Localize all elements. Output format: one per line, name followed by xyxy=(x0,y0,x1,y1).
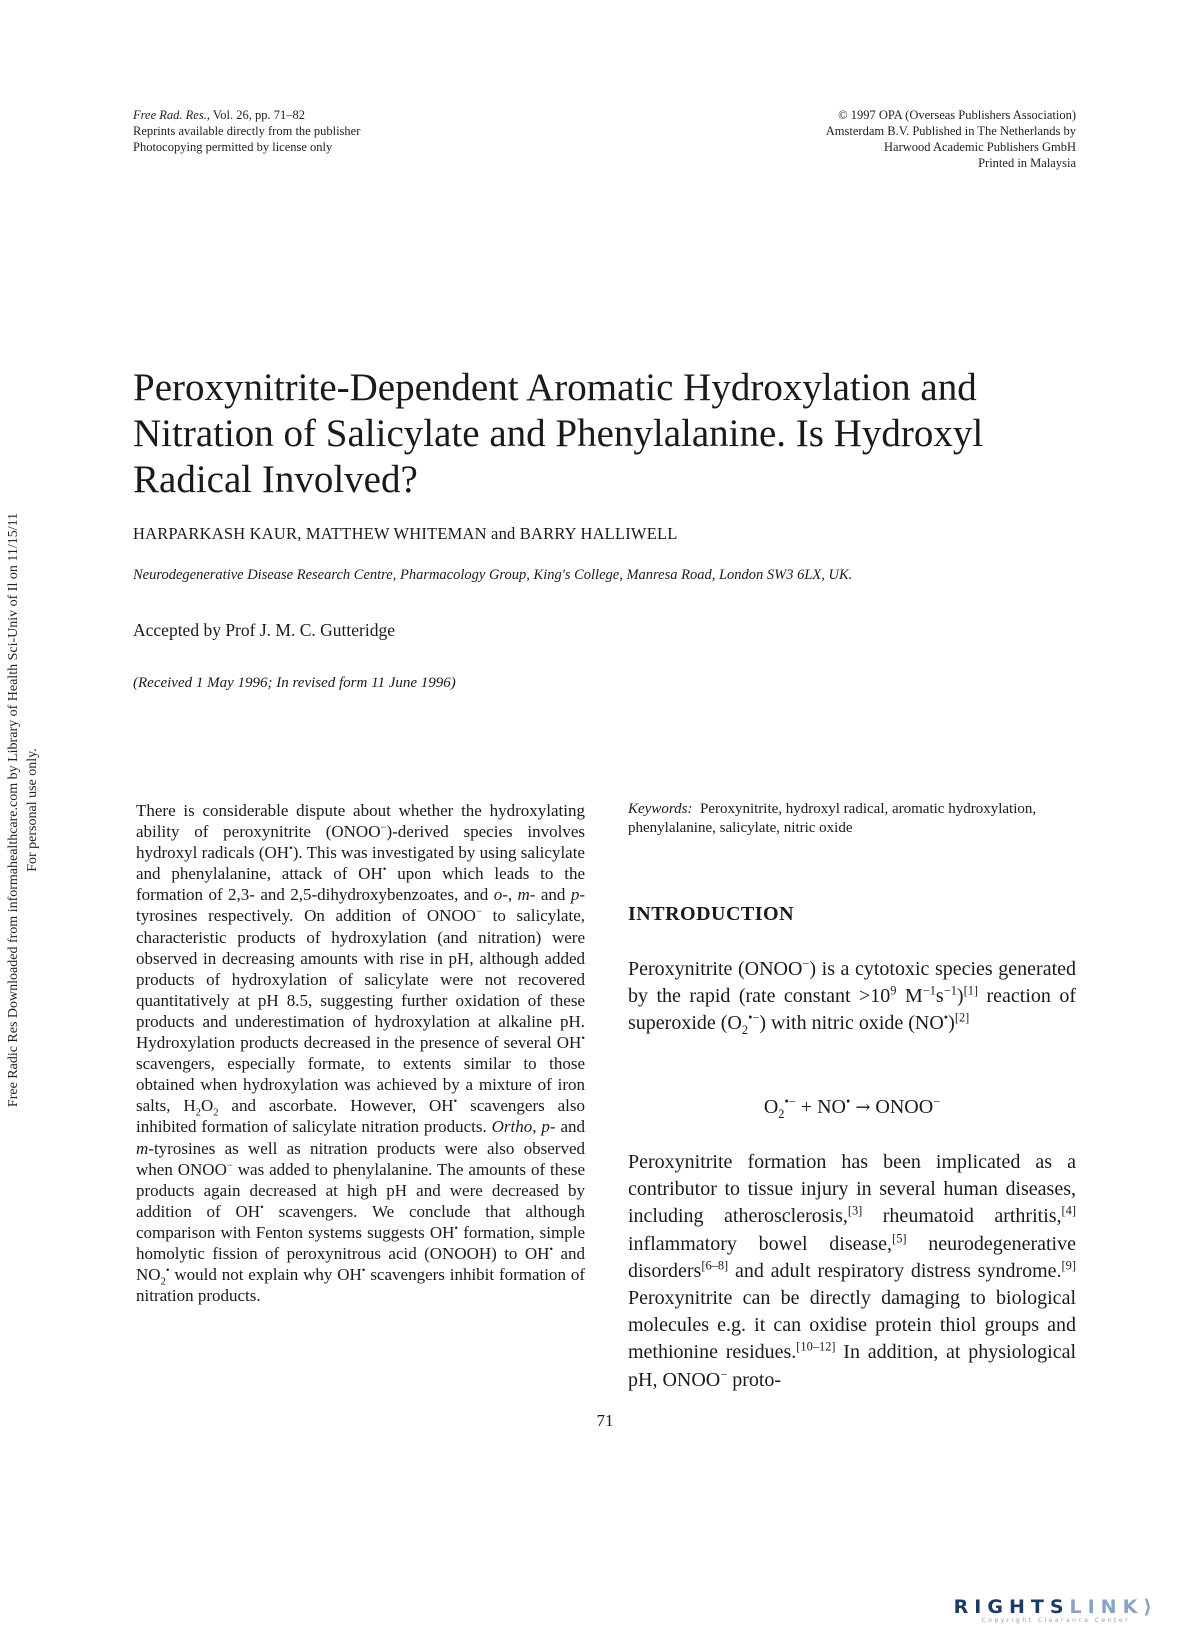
citation-line xyxy=(133,107,360,123)
author-list: HARPARKASH KAUR, MATTHEW WHITEMAN and BARRY HALLIWELL xyxy=(133,524,678,543)
intro-paragraph-1: Peroxynitrite (ONOO−) is a cytotoxic species generated by the rapid (rate constant $>10^9$ $M^{-1}s^{-1})[1]$ reaction of superoxide $(O_2^{•-})$ with nitric oxide (NO•)[2] xyxy=(628,956,1077,1037)
logo-link: LINK xyxy=(1069,1596,1144,1618)
personal-use-line: For personal use only. xyxy=(25,748,40,872)
logo-bracket-icon: ⟩ xyxy=(1143,1596,1158,1618)
section-heading: INTRODUCTION xyxy=(628,903,795,925)
intro-paragraph-2: Peroxynitrite formation has been implicated as a contributor to tissue injury in several human diseases, including atherosclerosis,[3] rheumatoid arthritis,[4] inflammatory bowel disease,[5] neurodegenerative disorders[6–8] and adult respiratory distress syndrome.[9] Peroxynitrite can be directly damaging to biological molecules e.g. it can oxidise protein thiol groups and methionine residues.[10–12] In addition, at physiological pH, ONOO− proto- xyxy=(628,1151,1076,1391)
keywords-label: Keywords: xyxy=(628,801,693,817)
copyright-line: © 1997 OPA (Overseas Publishers Association) xyxy=(838,108,1076,122)
photocopying-line: Photocopying permitted by license only xyxy=(133,140,333,154)
download-line: Free Radic Res Downloaded from informahealthcare.com by Library of Health Sci-Univ of Il on 11/15/11 xyxy=(6,512,21,1108)
download-watermark xyxy=(4,440,42,1180)
logo-tagline: Copyright Clearance Center xyxy=(981,1617,1131,1624)
journal-header-right xyxy=(826,107,1076,171)
reprints-line: Reprints available directly from the publisher xyxy=(133,124,361,138)
received-dates: (Received 1 May 1996; In revised form 11 June 1996) xyxy=(133,675,456,691)
volume-pages: , Vol. 26, pp. 71–82 xyxy=(206,108,305,122)
publisher-line: Amsterdam B.V. Published in The Netherlands by xyxy=(825,124,1076,138)
reaction-equation: $O_2^{•-} + NO^•$ → ONOO− xyxy=(763,1094,941,1121)
publisher-name-line: Harwood Academic Publishers GmbH xyxy=(884,140,1076,154)
page-number: 71 xyxy=(596,1411,614,1430)
keywords xyxy=(628,800,1076,838)
paper-title: Peroxynitrite-Dependent Aromatic Hydroxylation and Nitration of Salicylate and Phenylalanine. Is Hydroxyl Radical Involved? xyxy=(133,366,984,501)
printed-line: Printed in Malaysia xyxy=(978,156,1076,170)
accepted-by: Accepted by Prof J. M. C. Gutteridge xyxy=(133,620,395,640)
logo-wordmark xyxy=(954,1596,1158,1618)
affiliation: Neurodegenerative Disease Research Centre, Pharmacology Group, King's College, Manresa Road, London SW3 6LX, UK. xyxy=(133,567,853,583)
abstract: There is considerable dispute about whether the hydroxylating ability of peroxynitrite (ONOO−)-derived species involves hydroxyl radicals (OH•). This was investigated by using salicylate and phenylalanine, attack of OH• upon which leads to the formation of 2,3- and 2,5-dihydroxybenzoates, and o-, m- and p-tyrosines respectively. On addition of ONOO− to salicylate, characteristic products of hydroxylation (and nitration) were observed in decreasing amounts with rise in pH, although added products of hydroxylation of salicylate were not recovered quantitatively at pH 8.5, suggesting further oxidation of these products and underestimation of hydroxylation at alkaline pH. Hydroxylation products decreased in the presence of several OH• scavengers, especially formate, to extents similar to those obtained when hydroxylation was achieved by a mixture of iron salts, $H_2O_2$ and ascorbate. However, OH• scavengers also inhibited formation of salicylate nitration products. Ortho, p- and m-tyrosines as well as nitration products were also observed when ONOO− was added to phenylalanine. The amounts of these products again decreased at high pH and were decreased by addition of OH• scavengers. We conclude that although comparison with Fenton systems suggests OH• formation, simple homolytic fission of peroxynitrous acid (ONOOH) to OH• and $NO_2^•$ would not explain why OH• scavengers inhibit formation of nitration products. xyxy=(136,801,586,1306)
keywords-text: Peroxynitrite, hydroxyl radical, aromatic hydroxylation, phenylalanine, salicylate, nitric oxide xyxy=(628,801,1037,836)
rightslink-logo[interactable] xyxy=(954,1596,1158,1624)
journal-header-left xyxy=(133,107,360,155)
logo-rights: RIGHTS xyxy=(953,1596,1070,1618)
journal-name: Free Rad. Res. xyxy=(133,108,207,122)
